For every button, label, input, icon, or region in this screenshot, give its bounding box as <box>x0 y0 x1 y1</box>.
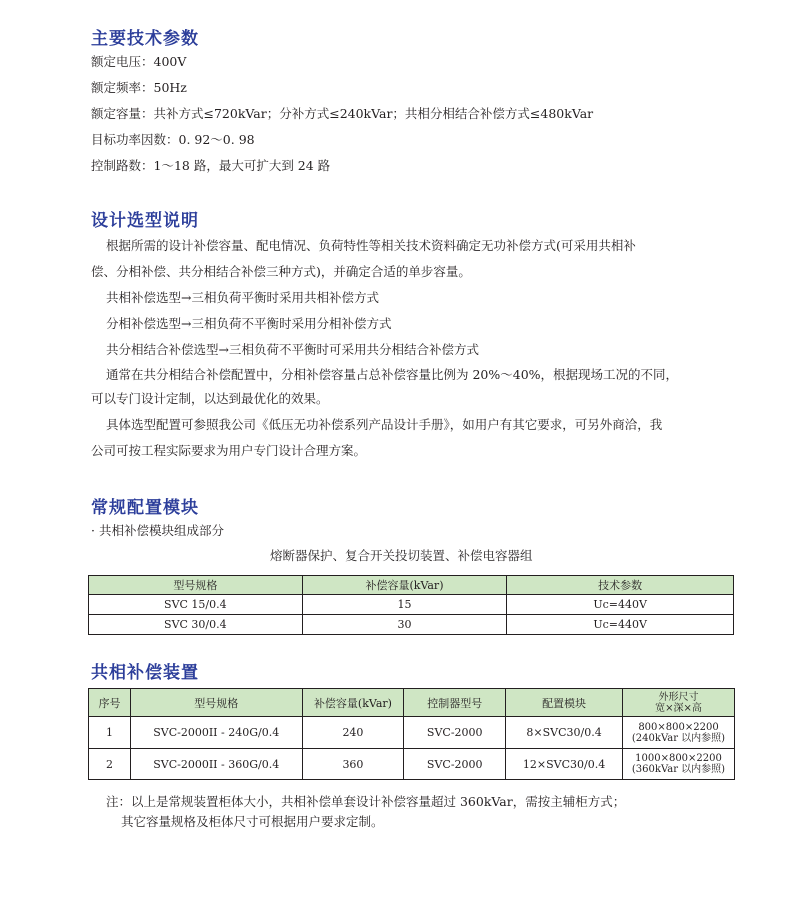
design-text-line: 公司可按工程实际要求为用户专门设计合理方案。 <box>91 443 367 458</box>
dim-header-line: 宽×深×高 <box>655 702 702 714</box>
table-header: 序号 <box>89 689 131 717</box>
module-caption: 熔断器保护、复合开关投切装置、补偿电容器组 <box>270 548 533 563</box>
table-row <box>89 595 734 615</box>
table-cell: SVC-2000 <box>404 749 506 780</box>
table-header: 配置模块 <box>506 689 623 717</box>
table-cell: 15 <box>302 595 507 615</box>
table-cell: SVC 15/0.4 <box>89 595 303 615</box>
table-row <box>89 615 734 635</box>
table-cell: Uc=440V <box>507 615 734 635</box>
section-title-design: 设计选型说明 <box>91 211 199 231</box>
table-cell: 2 <box>89 749 131 780</box>
table-cell: 360 <box>302 749 404 780</box>
param-voltage: 额定电压：400V <box>91 54 187 69</box>
table-cell: SVC-2000II - 240G/0.4 <box>130 717 302 749</box>
param-control-channels: 控制路数：1～18 路，最大可扩大到 24 路 <box>91 158 331 173</box>
table-cell-dimensions <box>623 749 735 780</box>
module-bullet: · 共相补偿模块组成部分 <box>91 523 224 538</box>
table-cell: SVC 30/0.4 <box>89 615 303 635</box>
design-text-line: 通常在共分相结合补偿配置中，分相补偿容量占总补偿容量比例为 20%～40%，根据现场工况的不同， <box>106 367 679 382</box>
table-header: 补偿容量(kVar) <box>302 576 507 595</box>
table-header: 控制器型号 <box>404 689 506 717</box>
param-power-factor: 目标功率因数：0. 92～0. 98 <box>91 132 255 147</box>
note-line: 注：以上是常规装置柜体大小，共相补偿单套设计补偿容量超过 360kVar，需按主辅柜方式； <box>106 794 626 809</box>
table-cell: 240 <box>302 717 404 749</box>
table-header: 型号规格 <box>89 576 303 595</box>
table-header: 技术参数 <box>507 576 734 595</box>
design-text-line: 可以专门设计定制，以达到最优化的效果。 <box>91 391 329 406</box>
note-line: 其它容量规格及柜体尺寸可根据用户要求定制。 <box>121 814 384 829</box>
dim-note: (360kVar 以内参照) <box>631 764 726 775</box>
table-cell: 1 <box>89 717 131 749</box>
design-text-line: 偿、分相补偿、共分相结合补偿三种方式)，并确定合适的单步容量。 <box>91 264 471 279</box>
section-title-main-params: 主要技术参数 <box>91 29 199 49</box>
dim-value: 1000×800×2200 <box>635 753 722 764</box>
module-table <box>88 575 734 635</box>
table-header: 补偿容量(kVar) <box>302 689 404 717</box>
table-cell: Uc=440V <box>507 595 734 615</box>
table-cell-dimensions <box>623 717 735 749</box>
table-cell: 12×SVC30/0.4 <box>506 749 623 780</box>
design-text-line: 共分相结合补偿选型→三相负荷不平衡时可采用共分相结合补偿方式 <box>106 342 479 357</box>
dim-note: (240kVar 以内参照) <box>631 732 726 744</box>
table-cell: SVC-2000 <box>404 717 506 749</box>
table-row <box>89 749 735 780</box>
design-text-line: 分相补偿选型→三相负荷不平衡时采用分相补偿方式 <box>106 316 392 331</box>
device-table <box>88 688 735 780</box>
table-header: 型号规格 <box>130 689 302 717</box>
design-text-line: 具体选型配置可参照我公司《低压无功补偿系列产品设计手册》，如用户有其它要求，可另外商洽，我 <box>106 417 663 432</box>
table-cell: SVC-2000II - 360G/0.4 <box>130 749 302 780</box>
dim-header-line: 外形尺寸 <box>658 691 699 703</box>
table-cell: 30 <box>302 615 507 635</box>
table-row <box>89 717 735 749</box>
table-header-dimensions <box>623 689 735 717</box>
param-capacity: 额定容量：共补方式≤720kVar；分补方式≤240kVar；共相分相结合补偿方式≤480kVar <box>91 106 594 121</box>
section-title-device: 共相补偿装置 <box>91 663 199 683</box>
design-text-line: 根据所需的设计补偿容量、配电情况、负荷特性等相关技术资料确定无功补偿方式(可采用共相补 <box>106 238 636 253</box>
section-title-modules: 常规配置模块 <box>91 498 199 518</box>
dim-value: 800×800×2200 <box>638 721 719 733</box>
table-cell: 8×SVC30/0.4 <box>506 717 623 749</box>
param-frequency: 额定频率：50Hz <box>91 80 187 95</box>
design-text-line: 共相补偿选型→三相负荷平衡时采用共相补偿方式 <box>106 290 379 305</box>
